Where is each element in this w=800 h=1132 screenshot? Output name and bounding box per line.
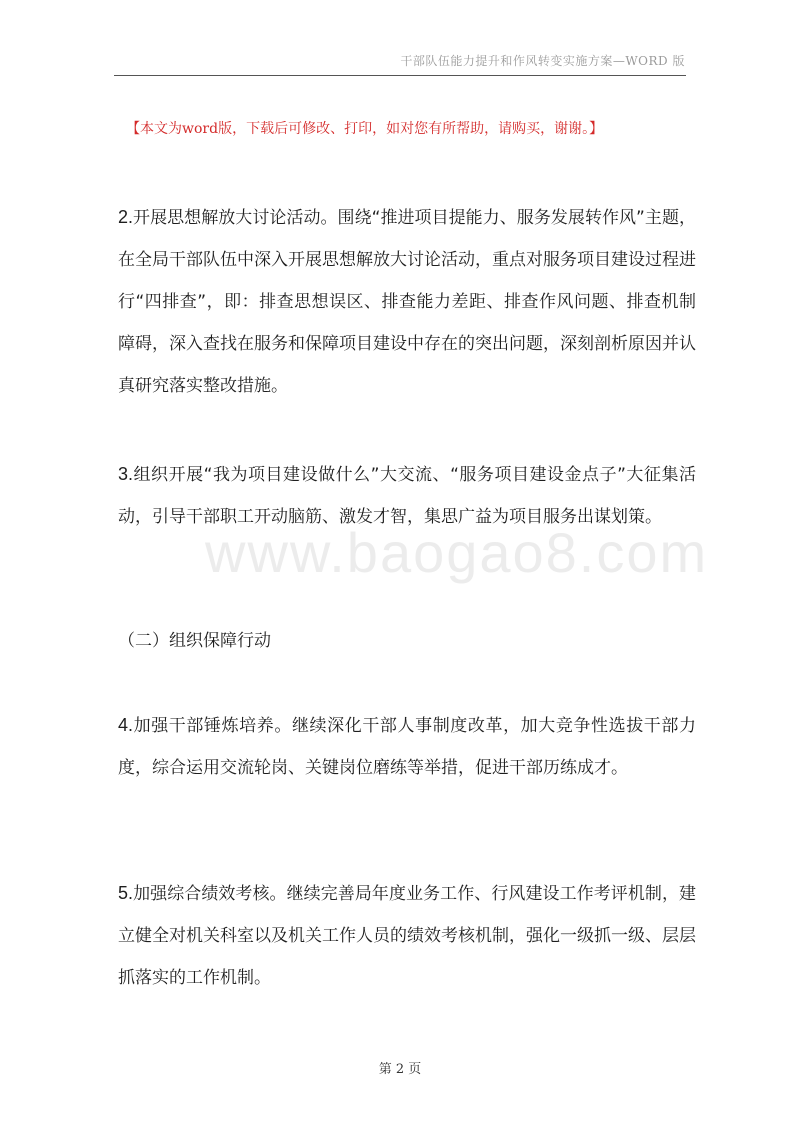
paragraph-2 [118,196,696,407]
paragraph-text: 加强综合绩效考核。继续完善局年度业务工作、行风建设工作考评机制，建立健全对机关科室以及机关工作人员的绩效考核机制，强化一级抓一级、层层抓落实的工作机制。 [118,884,696,988]
purchase-notice: 【本文为word版，下载后可修改、打印，如对您有所帮助，请购买，谢谢。】 [126,121,604,137]
paragraph-number: 5. [118,883,134,903]
section-subheading: （二）组织保障行动 [118,631,271,651]
paragraph-5 [118,872,696,999]
paragraph-number: 4. [118,715,134,735]
paragraph-4 [118,704,696,789]
paragraph-text: 组织开展“我为项目建设做什么”大交流、“服务项目建设金点子”大征集活动，引导干部职工开动脑筋、激发才智，集思广益为项目服务出谋划策。 [118,465,696,527]
page-header-title: 干部队伍能力提升和作风转变实施方案—WORD 版 [400,54,685,68]
paragraph-text: 开展思想解放大讨论活动。围绕“推进项目提能力、服务发展转作风”主题，在全局干部队伍中深入开展思想解放大讨论活动，重点对服务项目建设过程进行“四排查”，即：排查思想误区、排查能力差距、排查作风问题、排查机制障碍，深入查找在服务和保障项目建设中存在的突出问题，深刻剖析原因并认真研究落实整改措施。 [118,208,696,396]
page-number: 第 2 页 [378,1062,422,1077]
paragraph-3 [118,453,696,538]
paragraph-text: 加强干部锤炼培养。继续深化干部人事制度改革，加大竞争性选拔干部力度，综合运用交流轮岗、关键岗位磨练等举措，促进干部历练成才。 [118,716,696,778]
paragraph-number: 2. [118,207,134,227]
site-watermark: www.baogao8.com [205,521,709,584]
header-divider [114,75,686,76]
paragraph-number: 3. [118,464,134,484]
